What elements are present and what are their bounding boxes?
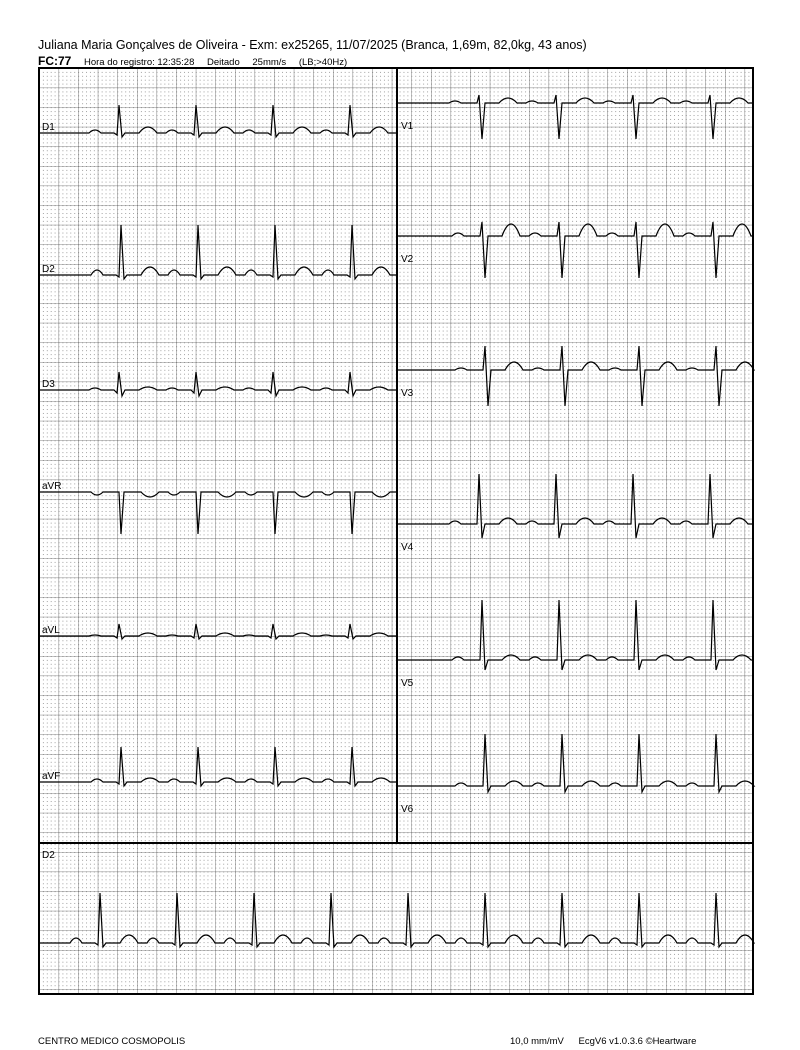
lead-label: V3: [401, 388, 414, 399]
gain-setting: 10,0 mm/mV: [510, 1036, 564, 1047]
lead-label: D1: [42, 122, 55, 133]
lead-label: V2: [401, 254, 414, 265]
lead-label: D2: [42, 264, 55, 275]
patient-info: Juliana Maria Gonçalves de Oliveira - Exm: ex25265, 11/07/2025 (Branca, 1,69m, 82,0kg, 43 anos): [38, 38, 587, 52]
lead-label: V4: [401, 542, 414, 553]
heart-rate: FC:77: [38, 54, 72, 68]
paper-speed: 25mm/s: [252, 57, 287, 68]
lead-label: D2: [42, 850, 55, 861]
record-time: Hora do registro: 12:35:28: [83, 57, 195, 68]
clinic-name: CENTRO MEDICO COSMOPOLIS: [38, 1036, 186, 1047]
lead-label: aVR: [42, 481, 62, 492]
lead-label: aVF: [42, 771, 61, 782]
lead-label: D3: [42, 379, 55, 390]
software-version: EcgV6 v1.0.3.6 ©Heartware: [578, 1036, 697, 1047]
lead-label: V6: [401, 804, 414, 815]
filter-setting: (LB;>40Hz): [298, 57, 348, 68]
lead-label: aVL: [42, 625, 60, 636]
patient-position: Deitado: [207, 57, 240, 68]
lead-label: V1: [401, 121, 414, 132]
footer-info: [510, 1036, 708, 1047]
lead-label: V5: [401, 678, 414, 689]
